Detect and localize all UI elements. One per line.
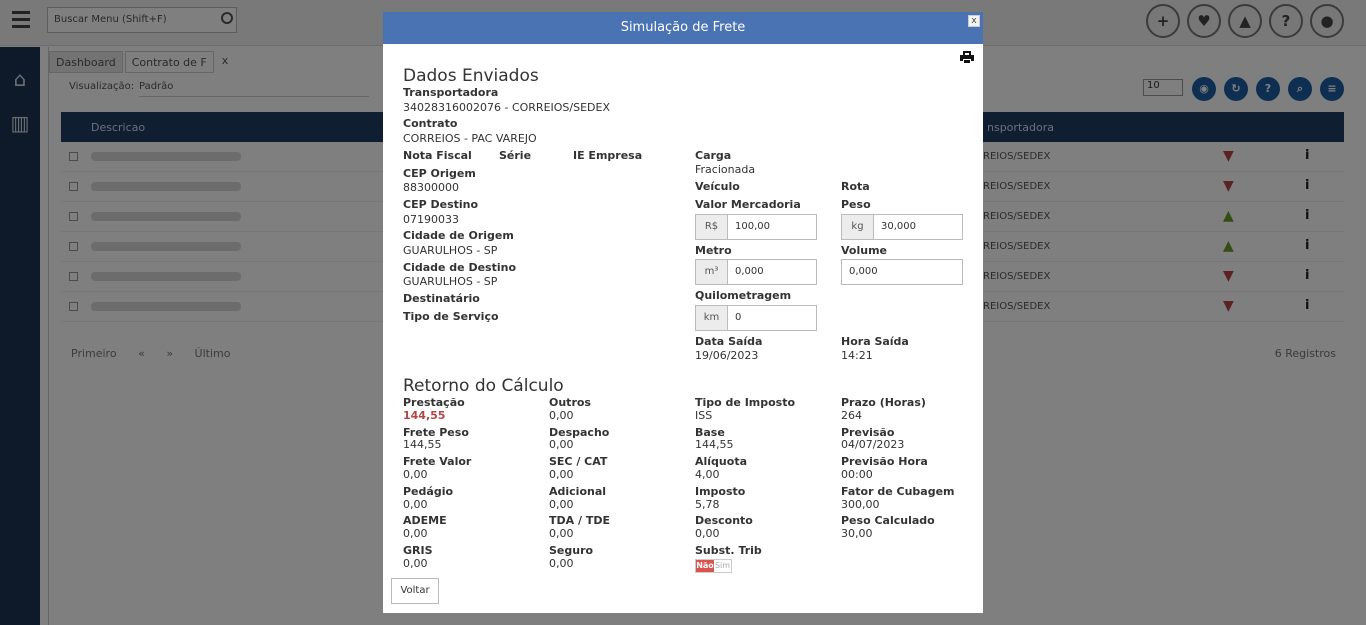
pedagio-value: 0,00: [403, 498, 428, 511]
print-icon[interactable]: [960, 51, 974, 64]
cidade-origem-value: GUARULHOS - SP: [403, 244, 498, 257]
modal-title: Simulação de Frete: [383, 12, 983, 44]
km-addon: km: [696, 306, 728, 330]
subst-trib-label: Subst. Trib: [695, 544, 762, 557]
prazo-label: Prazo (Horas): [841, 396, 926, 409]
cep-origem-value: 88300000: [403, 181, 459, 194]
tipo-servico-label: Tipo de Serviço: [403, 310, 499, 323]
tipo-imposto-label: Tipo de Imposto: [695, 396, 796, 409]
metro-field[interactable]: 0,000: [728, 260, 816, 284]
despacho-label: Despacho: [549, 426, 610, 439]
sec-cat-value: 0,00: [549, 468, 574, 481]
fator-cubagem-label: Fator de Cubagem: [841, 485, 955, 498]
desconto-value: 0,00: [695, 527, 720, 540]
peso-calculado-value: 30,00: [841, 527, 873, 540]
metro-input[interactable]: [695, 259, 817, 285]
quilometragem-input[interactable]: [695, 305, 817, 331]
contrato-value: CORREIOS - PAC VAREJO: [403, 132, 537, 145]
transportadora-label: Transportadora: [403, 86, 499, 99]
subst-trib-toggle[interactable]: [695, 559, 732, 573]
tda-tde-label: TDA / TDE: [549, 514, 610, 527]
retorno-calculo-title: Retorno do Cálculo: [403, 376, 564, 396]
ie-empresa-label: IE Empresa: [573, 149, 643, 162]
data-saida-label: Data Saída: [695, 335, 763, 348]
cidade-origem-label: Cidade de Origem: [403, 229, 514, 242]
base-value: 144,55: [695, 438, 734, 451]
frete-valor-value: 0,00: [403, 468, 428, 481]
simulacao-frete-modal: [383, 12, 983, 613]
tda-tde-value: 0,00: [549, 527, 574, 540]
destinatario-label: Destinatário: [403, 292, 480, 305]
seguro-label: Seguro: [549, 544, 594, 557]
previsao-label: Previsão: [841, 426, 895, 439]
gris-label: GRIS: [403, 544, 433, 557]
tipo-imposto-value: ISS: [695, 409, 713, 422]
toggle-yes[interactable]: Sim: [714, 561, 731, 570]
hora-saida-value: 14:21: [841, 349, 873, 362]
close-icon[interactable]: x: [968, 15, 980, 27]
ademe-label: ADEME: [403, 514, 447, 527]
cep-destino-label: CEP Destino: [403, 198, 479, 211]
imposto-label: Imposto: [695, 485, 746, 498]
frete-peso-value: 144,55: [403, 438, 442, 451]
rota-label: Rota: [841, 180, 870, 193]
adicional-value: 0,00: [549, 498, 574, 511]
cep-destino-value: 07190033: [403, 213, 459, 226]
serie-label: Série: [499, 149, 532, 162]
quilometragem-label: Quilometragem: [695, 289, 792, 302]
currency-addon: R$: [696, 215, 728, 239]
desconto-label: Desconto: [695, 514, 753, 527]
voltar-button[interactable]: Voltar: [391, 578, 439, 604]
previsao-value: 04/07/2023: [841, 438, 905, 451]
data-saida-value: 19/06/2023: [695, 349, 759, 362]
adicional-label: Adicional: [549, 485, 607, 498]
frete-peso-label: Frete Peso: [403, 426, 469, 439]
frete-valor-label: Frete Valor: [403, 455, 472, 468]
previsao-hora-value: 00:00: [841, 468, 873, 481]
carga-label: Carga: [695, 149, 732, 162]
outros-value: 0,00: [549, 409, 574, 422]
sec-cat-label: SEC / CAT: [549, 455, 608, 468]
cidade-destino-value: GUARULHOS - SP: [403, 275, 498, 288]
outros-label: Outros: [549, 396, 591, 409]
volume-field[interactable]: 0,000: [842, 260, 962, 284]
aliquota-label: Alíquota: [695, 455, 747, 468]
cep-origem-label: CEP Origem: [403, 167, 476, 180]
valor-mercadoria-label: Valor Mercadoria: [695, 198, 801, 211]
previsao-hora-label: Previsão Hora: [841, 455, 928, 468]
pedagio-label: Pedágio: [403, 485, 454, 498]
volume-input[interactable]: [841, 259, 963, 285]
base-label: Base: [695, 426, 725, 439]
transportadora-value: 34028316002076 - CORREIOS/SEDEX: [403, 101, 610, 114]
toggle-no[interactable]: Não: [696, 561, 714, 570]
prestacao-value: 144,55: [403, 409, 446, 422]
prazo-value: 264: [841, 409, 862, 422]
metro-label: Metro: [695, 244, 732, 257]
peso-field[interactable]: 30,000: [874, 215, 962, 239]
quilometragem-field[interactable]: 0: [728, 306, 816, 330]
volume-label: Volume: [841, 244, 887, 257]
kg-addon: kg: [842, 215, 874, 239]
veiculo-label: Veículo: [695, 180, 740, 193]
nota-fiscal-label: Nota Fiscal: [403, 149, 472, 162]
peso-calculado-label: Peso Calculado: [841, 514, 935, 527]
despacho-value: 0,00: [549, 438, 574, 451]
ademe-value: 0,00: [403, 527, 428, 540]
cidade-destino-label: Cidade de Destino: [403, 261, 517, 274]
peso-label: Peso: [841, 198, 871, 211]
gris-value: 0,00: [403, 557, 428, 570]
dados-enviados-title: Dados Enviados: [403, 66, 539, 86]
carga-value: Fracionada: [695, 163, 756, 176]
prestacao-label: Prestação: [403, 396, 465, 409]
valor-mercadoria-field[interactable]: 100,00: [728, 215, 816, 239]
m3-addon: m³: [696, 260, 728, 284]
hora-saida-label: Hora Saída: [841, 335, 909, 348]
seguro-value: 0,00: [549, 557, 574, 570]
imposto-value: 5,78: [695, 498, 720, 511]
peso-input[interactable]: [841, 214, 963, 240]
valor-mercadoria-input[interactable]: [695, 214, 817, 240]
contrato-label: Contrato: [403, 117, 458, 130]
aliquota-value: 4,00: [695, 468, 720, 481]
fator-cubagem-value: 300,00: [841, 498, 880, 511]
